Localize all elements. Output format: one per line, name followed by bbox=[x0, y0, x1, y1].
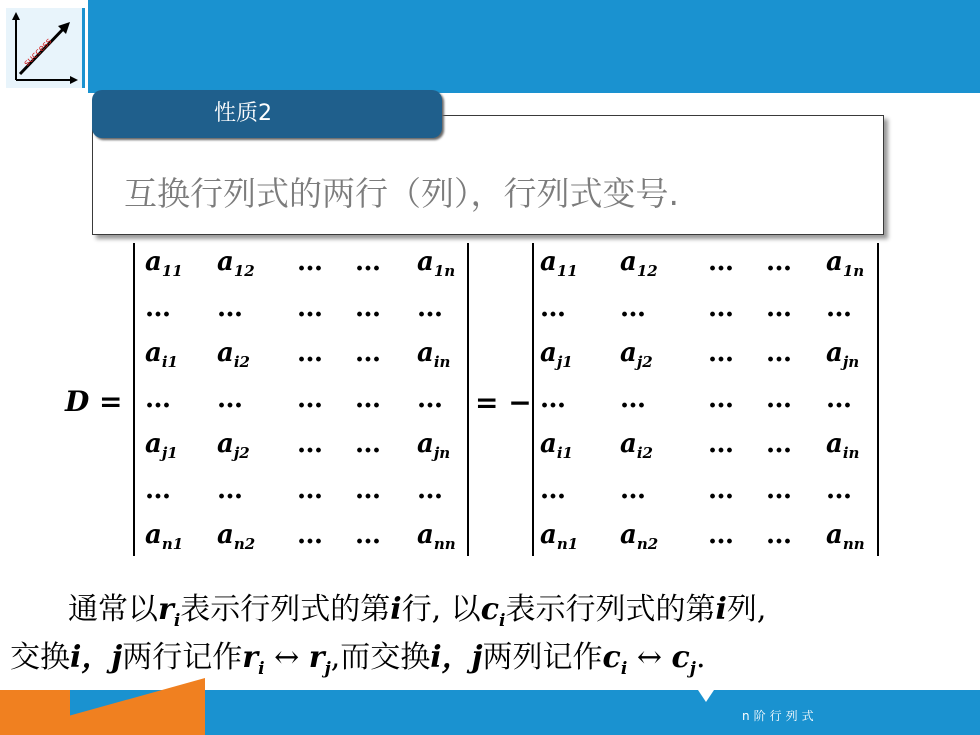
matrix-entry: $a_{n1}$ bbox=[540, 520, 579, 554]
note-text: 交换 bbox=[10, 640, 70, 675]
note-text: . bbox=[695, 640, 706, 675]
matrix-entry: … bbox=[620, 475, 646, 505]
note-text: 行, 以 bbox=[401, 592, 481, 627]
note-line-2 bbox=[10, 632, 706, 679]
matrix-entry: … bbox=[766, 293, 792, 323]
matrix-entry: $a_{11}$ bbox=[145, 247, 183, 281]
note-text: 通常以 bbox=[68, 592, 158, 627]
logo-text: success bbox=[22, 36, 55, 69]
matrix-entry: … bbox=[540, 475, 566, 505]
matrix-entry: $a_{12}$ bbox=[620, 247, 658, 281]
matrix-entry: … bbox=[145, 475, 171, 505]
matrix-entry: … bbox=[355, 520, 381, 550]
matrix-entry: $a_{i1}$ bbox=[145, 338, 178, 372]
footer-title: n阶行列式 bbox=[742, 709, 818, 723]
note-symbol: r bbox=[242, 640, 259, 675]
matrix-entry: … bbox=[355, 384, 381, 414]
matrix-entry: … bbox=[708, 293, 734, 323]
note-subscript: i bbox=[499, 611, 506, 631]
matrix-entry: $a_{i1}$ bbox=[540, 429, 573, 463]
left-determinant bbox=[133, 243, 469, 556]
matrix-entry: $a_{n2}$ bbox=[620, 520, 659, 554]
matrix-entry: … bbox=[297, 429, 323, 459]
matrix-entry: … bbox=[540, 384, 566, 414]
header-bar bbox=[0, 0, 980, 93]
matrix-entry: … bbox=[540, 293, 566, 323]
footer-accent-block bbox=[0, 690, 70, 735]
matrix-entry: … bbox=[708, 338, 734, 368]
matrix-entry: … bbox=[766, 475, 792, 505]
note-text: 两列记作 bbox=[482, 640, 603, 675]
matrix-entry: … bbox=[297, 247, 323, 277]
note-text: 列, bbox=[726, 592, 767, 627]
right-determinant bbox=[532, 243, 879, 556]
footer-notch bbox=[698, 690, 714, 702]
matrix-entry: … bbox=[708, 520, 734, 550]
matrix-entry: $a_{i2}$ bbox=[217, 338, 250, 372]
note-symbol: c bbox=[602, 640, 621, 675]
matrix-entry: … bbox=[217, 475, 243, 505]
logo bbox=[0, 0, 88, 93]
note-text: 两行记作 bbox=[122, 640, 243, 675]
matrix-entry: … bbox=[355, 293, 381, 323]
matrix-entry: … bbox=[355, 429, 381, 459]
matrix-entry: … bbox=[355, 247, 381, 277]
matrix-entry: $a_{nn}$ bbox=[826, 520, 865, 554]
note-symbol: i bbox=[390, 592, 402, 627]
matrix-entry: $a_{12}$ bbox=[217, 247, 255, 281]
matrix-entry: … bbox=[145, 293, 171, 323]
note-text: ,而交换 bbox=[330, 640, 431, 675]
matrix-entry: … bbox=[766, 338, 792, 368]
note-symbol: c bbox=[671, 640, 690, 675]
matrix-entry: … bbox=[766, 429, 792, 459]
note-text: 表示行列式的第 bbox=[180, 592, 391, 627]
matrix-entry: … bbox=[417, 475, 443, 505]
matrix-entry: … bbox=[708, 247, 734, 277]
note-subscript: i bbox=[620, 659, 628, 679]
matrix-entry: $a_{1n}$ bbox=[826, 247, 865, 281]
matrix-entry: … bbox=[766, 520, 792, 550]
note-symbol: r bbox=[308, 640, 325, 675]
matrix-entry: … bbox=[297, 475, 323, 505]
matrix-entry: … bbox=[355, 338, 381, 368]
matrix-entry: … bbox=[217, 384, 243, 414]
matrix-entry: … bbox=[145, 384, 171, 414]
note-subscript: j bbox=[324, 659, 331, 679]
note-symbol: r bbox=[158, 592, 174, 627]
matrix-entry: $a_{nn}$ bbox=[417, 520, 456, 554]
matrix-entry: … bbox=[297, 384, 323, 414]
matrix-entry: $a_{j1}$ bbox=[540, 338, 573, 372]
matrix-entry: … bbox=[417, 293, 443, 323]
note-symbol: i bbox=[715, 592, 727, 627]
matrix-entry: $a_{in}$ bbox=[417, 338, 451, 372]
matrix-entry: $a_{11}$ bbox=[540, 247, 578, 281]
matrix-entry: $a_{j2}$ bbox=[217, 429, 250, 463]
matrix-entry: … bbox=[766, 384, 792, 414]
matrix-entry: … bbox=[766, 247, 792, 277]
matrix-entry: $a_{jn}$ bbox=[417, 429, 451, 463]
matrix-entry: … bbox=[417, 384, 443, 414]
matrix-entry: … bbox=[826, 293, 852, 323]
note-subscript: i bbox=[173, 611, 181, 631]
note-subscript: j bbox=[689, 659, 696, 679]
matrix-entry: $a_{j1}$ bbox=[145, 429, 178, 463]
equation-middle: = − bbox=[475, 386, 532, 419]
matrix-entry: $a_{in}$ bbox=[826, 429, 860, 463]
note-symbol: i，j bbox=[430, 640, 483, 675]
note-symbol: i，j bbox=[70, 640, 123, 675]
matrix-entry: … bbox=[297, 293, 323, 323]
matrix-entry: … bbox=[708, 429, 734, 459]
matrix-entry: … bbox=[708, 384, 734, 414]
note-subscript: i bbox=[258, 659, 265, 679]
matrix-entry: … bbox=[297, 520, 323, 550]
note-text: 表示行列式的第 bbox=[505, 592, 716, 627]
matrix-entry: $a_{j2}$ bbox=[620, 338, 653, 372]
growth-arrow-icon bbox=[8, 10, 78, 86]
matrix-entry: … bbox=[826, 384, 852, 414]
matrix-entry: $a_{jn}$ bbox=[826, 338, 860, 372]
matrix-entry: … bbox=[708, 475, 734, 505]
note-symbol: c bbox=[480, 592, 500, 627]
matrix-entry: … bbox=[297, 338, 323, 368]
matrix-entry: … bbox=[355, 475, 381, 505]
matrix-entry: … bbox=[826, 475, 852, 505]
matrix-entry: $a_{n2}$ bbox=[217, 520, 256, 554]
swap-arrow: ↔ bbox=[264, 640, 309, 675]
property-statement: 互换行列式的两行（列），行列式变号. bbox=[124, 174, 679, 213]
matrix-entry: $a_{n1}$ bbox=[145, 520, 184, 554]
equation-lhs: D = bbox=[65, 385, 123, 418]
swap-arrow: ↔ bbox=[627, 640, 672, 675]
matrix-entry: $a_{i2}$ bbox=[620, 429, 653, 463]
matrix-entry: $a_{1n}$ bbox=[417, 247, 456, 281]
note-line-1 bbox=[68, 584, 766, 631]
matrix-entry: … bbox=[620, 293, 646, 323]
matrix-entry: … bbox=[620, 384, 646, 414]
property-tab: 性质2 bbox=[92, 90, 442, 138]
matrix-entry: … bbox=[217, 293, 243, 323]
